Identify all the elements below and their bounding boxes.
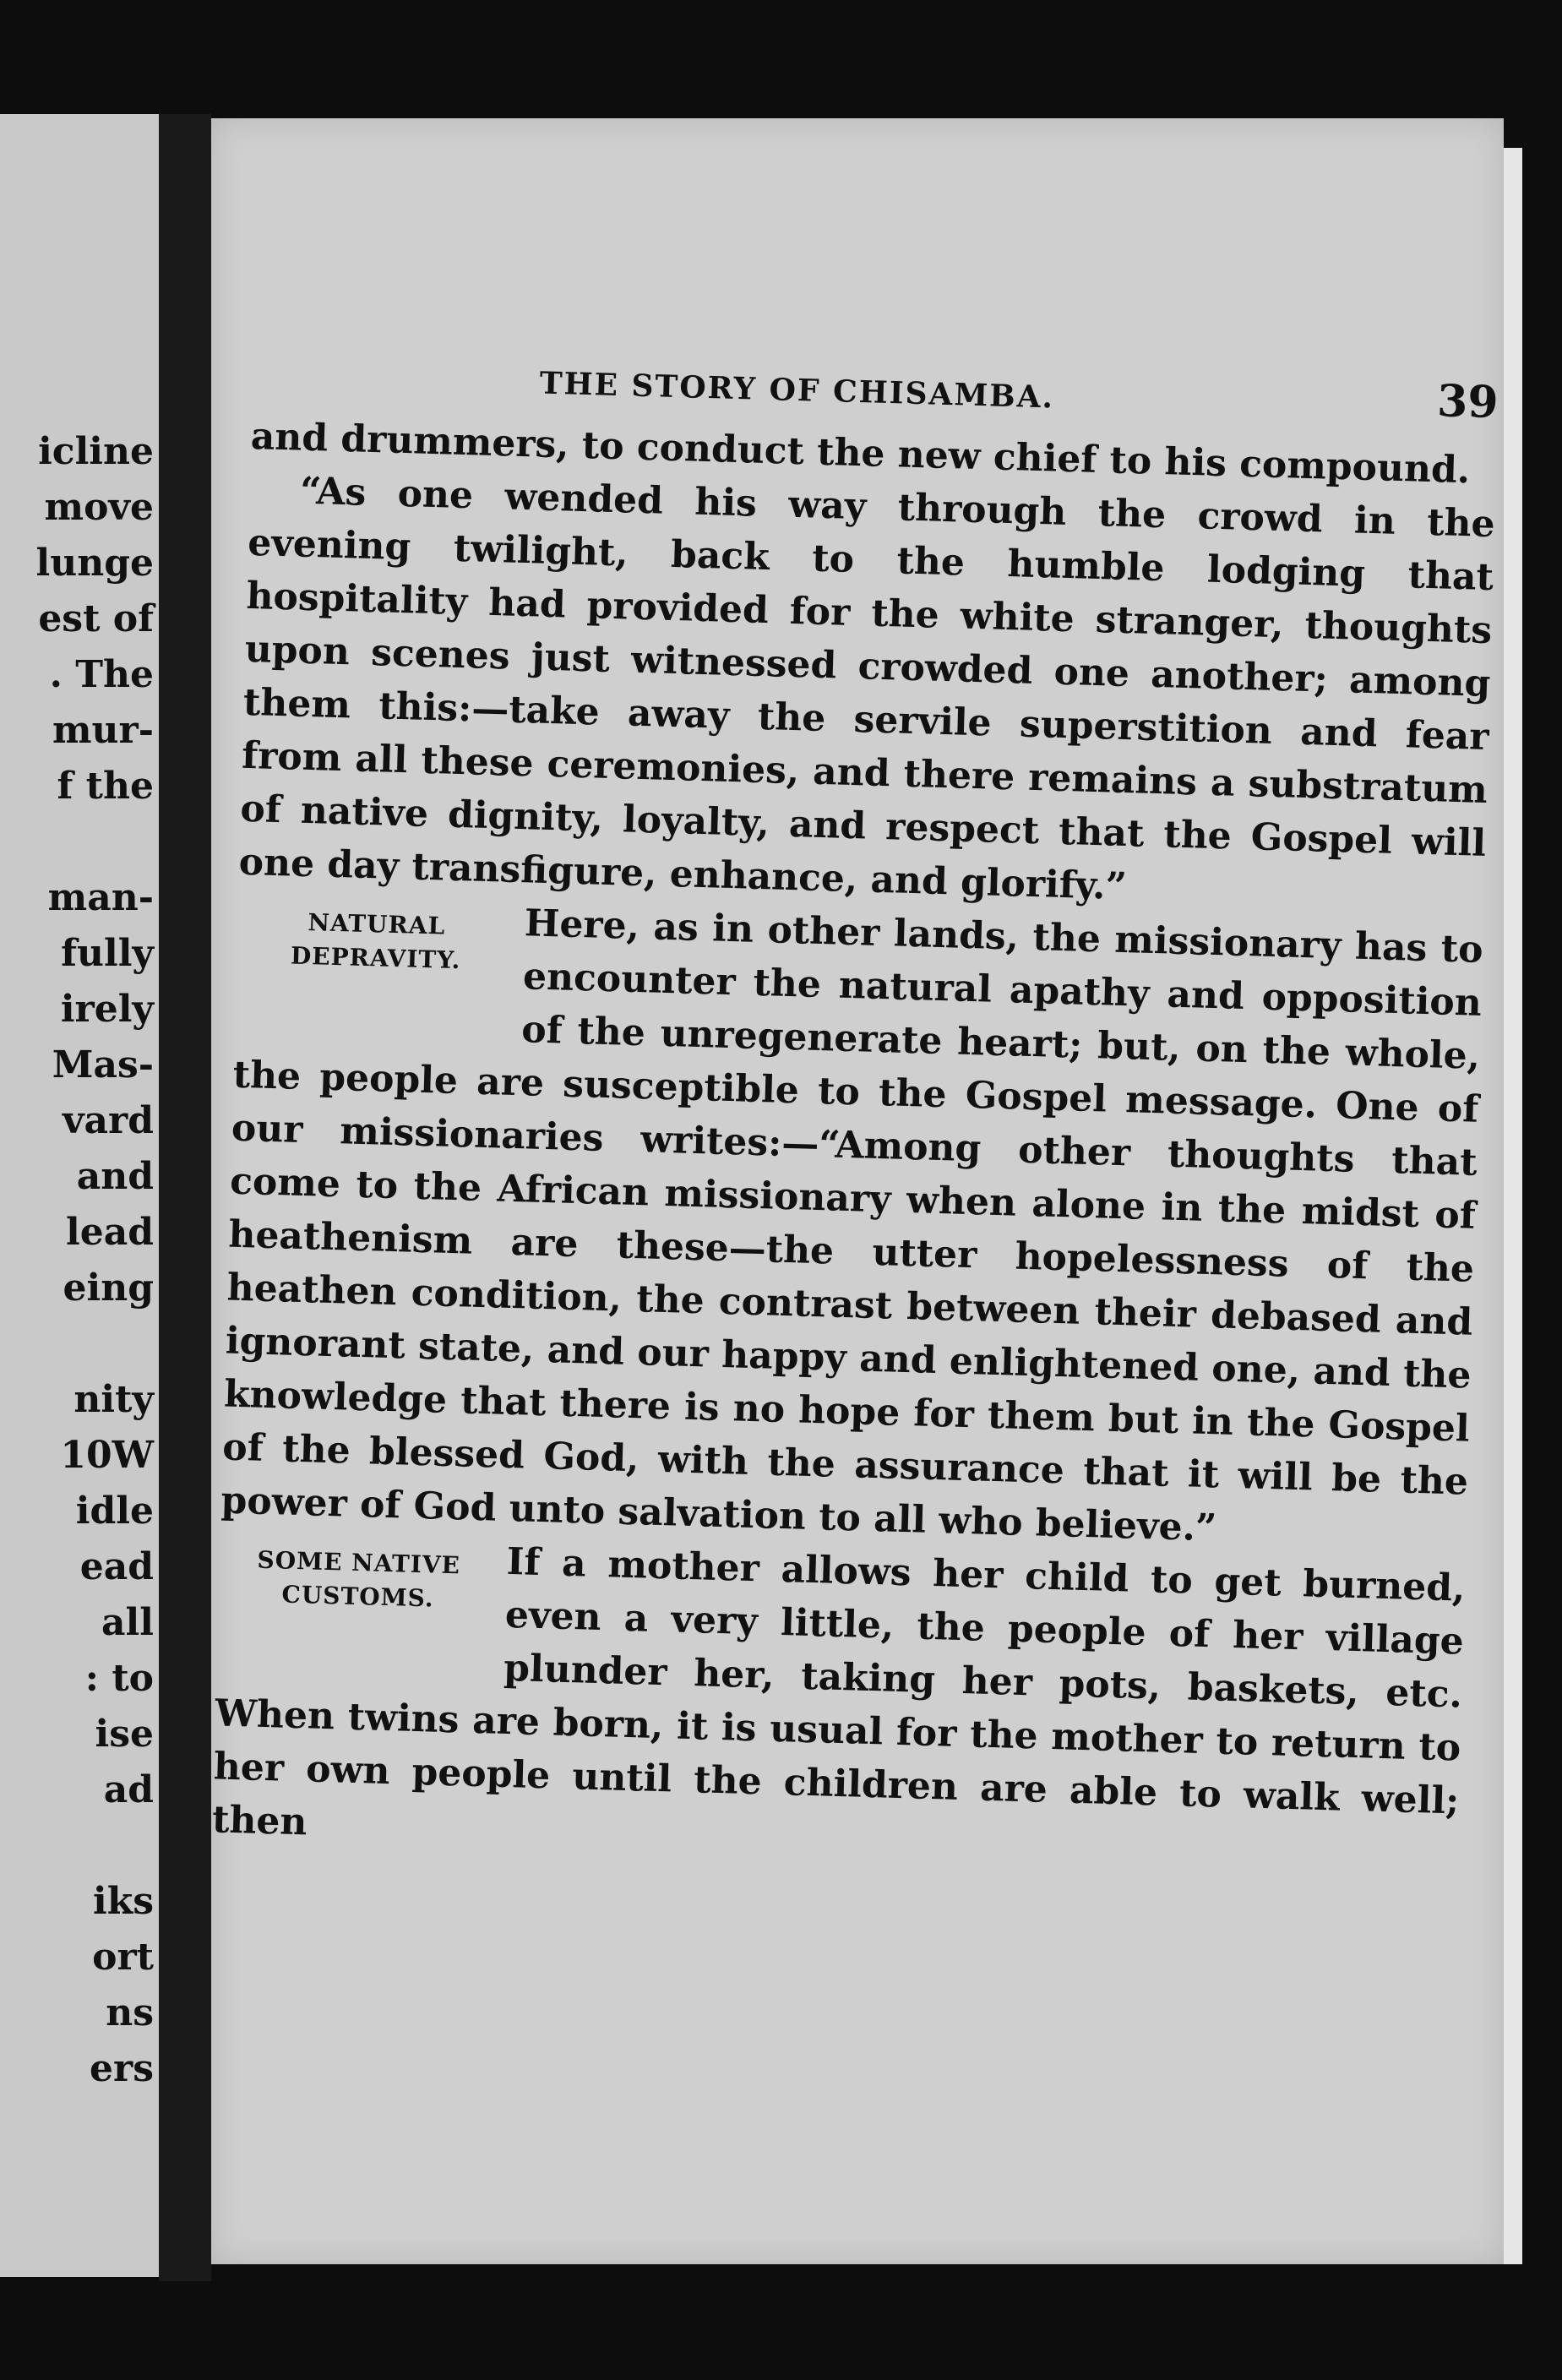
side-note-line: DEPRAVITY.: [290, 941, 461, 975]
left-page-line: Mas-: [52, 1043, 154, 1087]
left-page-line: lead: [66, 1211, 154, 1254]
left-page-line: irely: [60, 988, 154, 1031]
left-page-line: eing: [63, 1266, 154, 1310]
left-page-line: man-: [47, 876, 154, 919]
running-title: THE STORY OF CHISAMBA.: [539, 365, 1055, 416]
left-page-line: ad: [103, 1768, 154, 1811]
side-note-line: CUSTOMS.: [281, 1580, 435, 1613]
paragraph-2: “As one wended his way through the crowd in the evening twilight, back to the humble lodging that hospitality had provided for the white stranger, thoughts upon scenes just witnessed crowded one another; among them this:—take away the servile superstition and fear from all these ceremonies, and there remains a substratum of native dignity, loyalty, and respect that the Gospel will one day transfigure, enhance, and glorify.”: [238, 469, 1496, 909]
left-page-line: ead: [79, 1545, 154, 1588]
left-page-line: all: [101, 1601, 154, 1644]
left-page-line: vard: [62, 1099, 154, 1142]
left-page-line: ers: [90, 2047, 154, 2090]
left-page-line: iks: [93, 1880, 154, 1923]
page-edge: [1504, 148, 1522, 2264]
left-page-line: nity: [73, 1378, 154, 1421]
left-page-line: ise: [95, 1713, 154, 1756]
left-page-line: idle: [75, 1490, 154, 1533]
left-page-line: 10W: [60, 1434, 154, 1477]
side-note-line: NATURAL: [308, 908, 446, 940]
paragraph-1: and drummers, to conduct the new chief to his compound.: [250, 414, 1471, 493]
paragraph-3: Here, as in other lands, the missionary has to encounter the natural apathy and opposition of the unregenerate heart; but, on the whole, the people are susceptible to the Gospel message. One of our missionaries writes:—“Among other thoughts that come to the African missionary when alone in the midst of heathenism are these—the utter hopelessness of the heathen condition, the contrast between their debased and ignorant state, and our happy and enlightened one, and the knowledge that there is no hope for them but in the Gospel of the blessed God, with the assurance that it will be the power of God unto salvation to all who believe.”: [220, 901, 1484, 1550]
page-number: 39: [1436, 375, 1499, 429]
left-page: [0, 114, 161, 2277]
left-page-line: and: [76, 1155, 154, 1198]
left-page-line: ort: [92, 1936, 154, 1979]
left-page-line: ns: [106, 1991, 154, 2034]
side-note-natural-depravity: [234, 889, 517, 1045]
left-page-line: est of: [38, 597, 154, 640]
left-page-line: move: [44, 486, 154, 529]
book-gutter: [159, 114, 211, 2281]
left-page-line: lunge: [35, 542, 154, 585]
side-note-line: SOME NATIVE: [257, 1545, 461, 1580]
left-page-line: icline: [38, 430, 154, 473]
paragraph-4: If a mother allows her child to get burned, even a very little, the people of her village plunder her, taking her pots, baskets, etc. When twins are born, it is usual for the mother to return to her own people until the children are able to walk well; then: [211, 1539, 1467, 1844]
left-page-line: : to: [84, 1657, 154, 1700]
side-note-some-native-customs: [216, 1527, 499, 1683]
left-page-line: fully: [61, 932, 154, 975]
left-page-line: f the: [57, 765, 154, 808]
left-page-line: mur-: [52, 709, 154, 752]
left-page-line: . The: [49, 653, 154, 696]
page-content: [211, 342, 1499, 1881]
